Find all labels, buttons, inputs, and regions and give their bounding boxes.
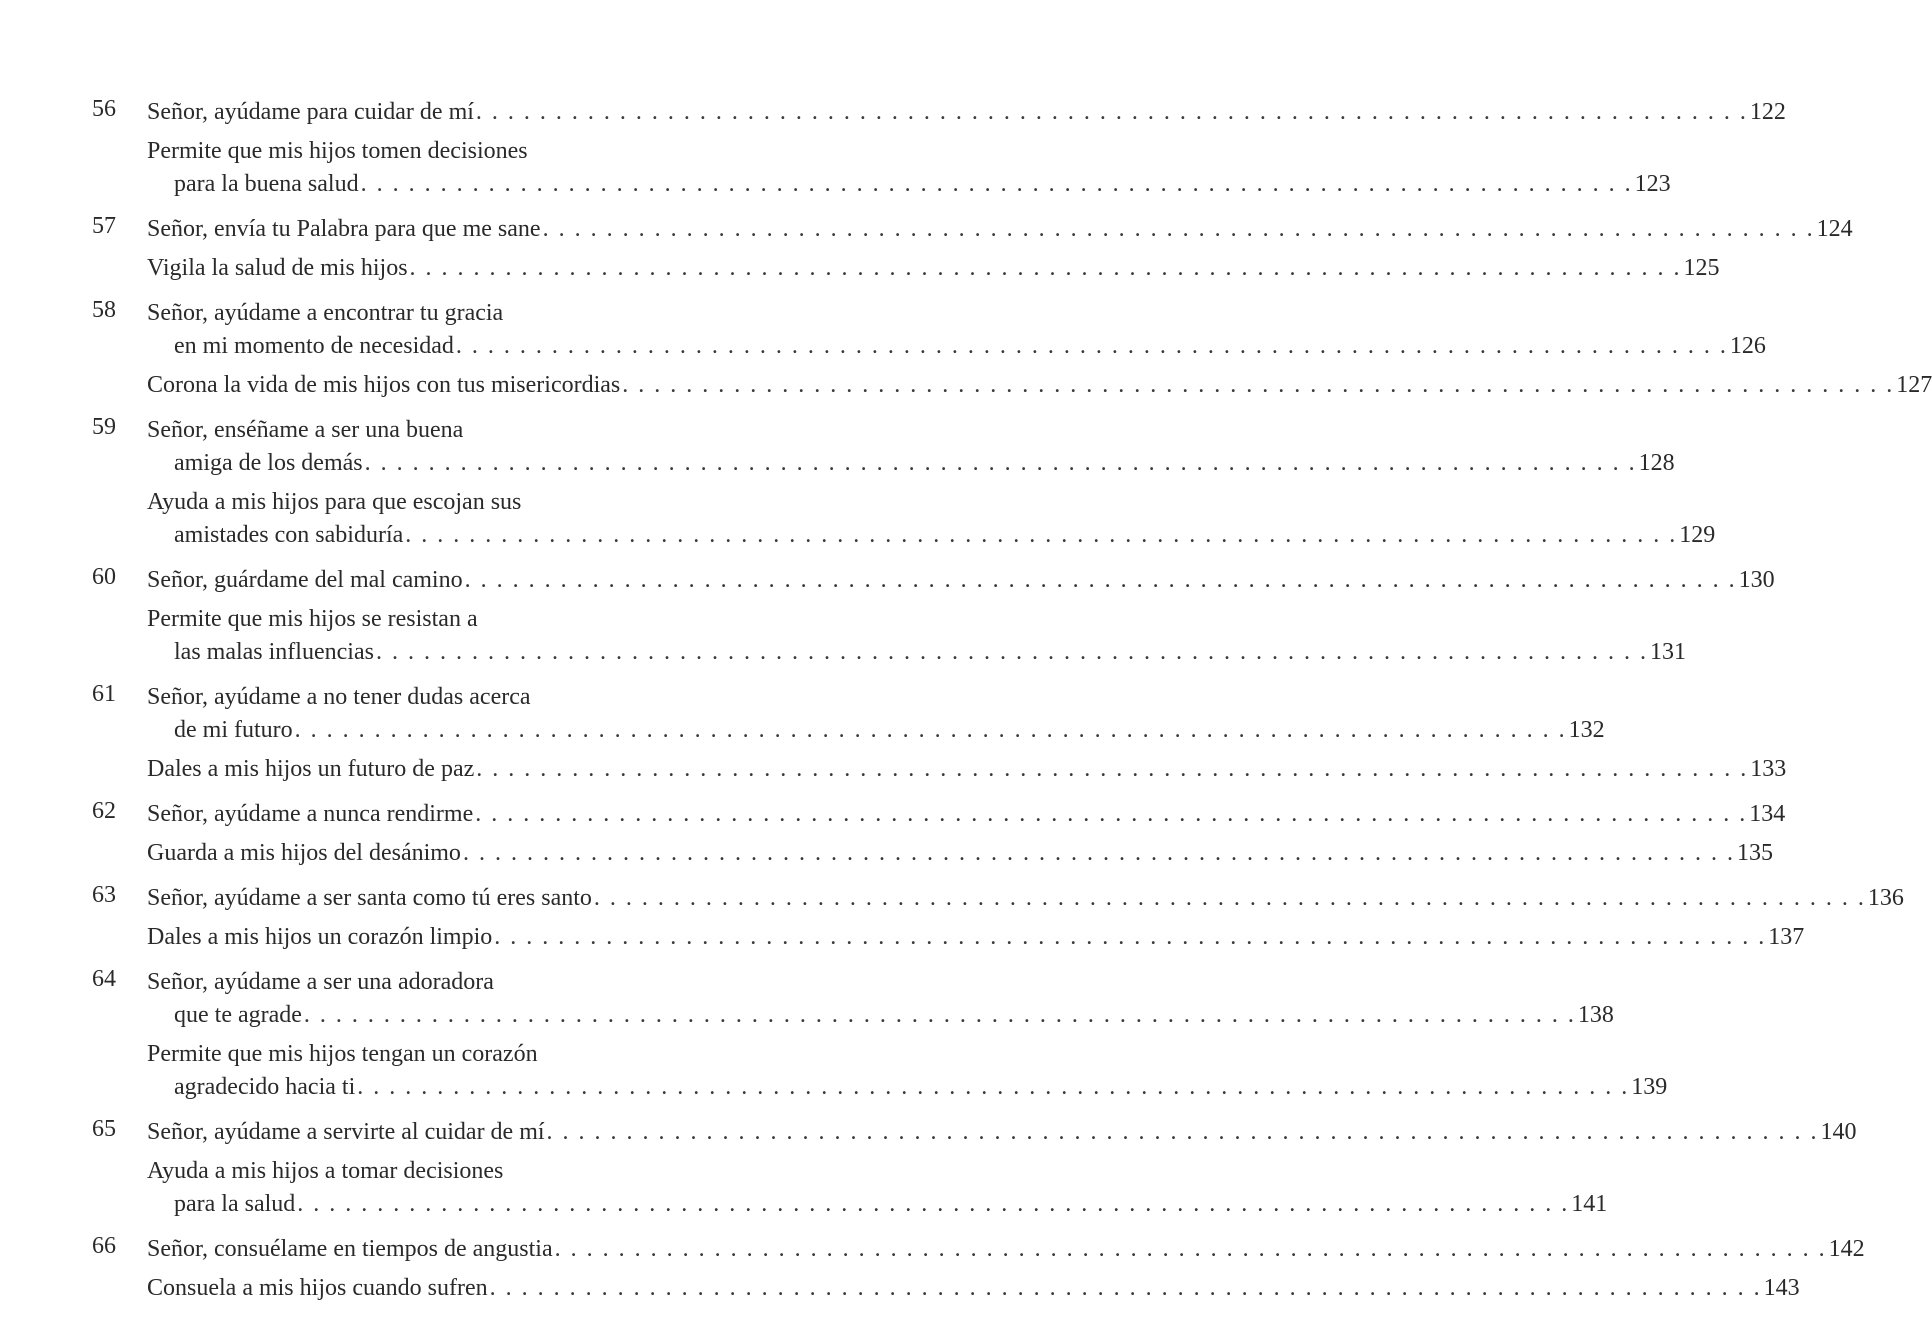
page-number: 141 (1571, 1191, 1608, 1217)
dot-leader: . . . . . . . . . . . . . . . . . . . . . . . . . . . . . . . . . . . . . . . . . . . . . . . . . . . . . . . . . . . . . . . . . . . . . . . . . . . . . . . . (476, 756, 1749, 782)
dot-leader: . . . . . . . . . . . . . . . . . . . . . . . . . . . . . . . . . . . . . . . . . . . . . . . . . . . . . . . . . . . . . . . . . . . . . . . . . . . . . . . . (297, 1191, 1570, 1217)
dot-leader: . . . . . . . . . . . . . . . . . . . . . . . . . . . . . . . . . . . . . . . . . . . . . . . . . . . . . . . . . . . . . . . . . . . . . . . . . . . . . . . . (455, 333, 1728, 359)
chapter-number: 58 (92, 297, 116, 323)
entry-line (147, 135, 686, 168)
entry-title-text: agradecido hacia ti (174, 1074, 356, 1100)
entry-text (147, 798, 1786, 831)
toc-chapter-entry (92, 564, 1775, 597)
entry-title-text: amistades con sabiduría (174, 522, 404, 548)
toc-child-entry (92, 1155, 1608, 1221)
toc-child-entry (92, 1272, 1800, 1305)
entry-title-text: Ayuda a mis hijos a tomar decisiones (147, 1158, 504, 1184)
dot-leader: . . . . . . . . . . . . . . . . . . . . . . . . . . . . . . . . . . . . . . . . . . . . . . . . . . . . . . . . . . . . . . . . . . . . . . . . . . . . . . . . (303, 1002, 1576, 1028)
entry-line (147, 999, 1614, 1032)
entry-title-text: Vigila la salud de mis hijos (147, 255, 408, 281)
dot-leader: . . . . . . . . . . . . . . . . . . . . . . . . . . . . . . . . . . . . . . . . . . . . . . . . . . . . . . . . . . . . . . . . . . . . . . . . . . . . . . . . (622, 372, 1895, 398)
entry-title-text: Señor, enséñame a ser una buena (147, 417, 464, 443)
toc-chapter-entry (92, 414, 1675, 480)
entry-line (147, 603, 686, 636)
dot-leader: . . . . . . . . . . . . . . . . . . . . . . . . . . . . . . . . . . . . . . . . . . . . . . . . . . . . . . . . . . . . . . . . . . . . . . . . . . . . . . . . (360, 171, 1633, 197)
entry-line (147, 837, 1773, 870)
chapter-number: 59 (92, 414, 116, 440)
entry-text (147, 921, 1805, 954)
dot-leader: . . . . . . . . . . . . . . . . . . . . . . . . . . . . . . . . . . . . . . . . . . . . . . . . . . . . . . . . . . . . . . . . . . . . . . . . . . . . . . . . (294, 717, 1567, 743)
entry-line (147, 486, 686, 519)
entry-line (147, 966, 686, 999)
table-of-contents (92, 96, 1932, 1317)
entry-text (147, 681, 1605, 747)
dot-leader: . . . . . . . . . . . . . . . . . . . . . . . . . . . . . . . . . . . . . . . . . . . . . . . . . . . . . . . . . . . . . . . . . . . . . . . . . . . . . . . . (554, 1236, 1827, 1262)
chapter-number: 62 (92, 798, 116, 824)
entry-title-text: Señor, envía tu Palabra para que me sane (147, 216, 541, 242)
page-number: 127 (1896, 372, 1932, 398)
entry-title-text: Permite que mis hijos tomen decisiones (147, 138, 528, 164)
toc-chapter-entry (92, 882, 1904, 915)
entry-title-text: que te agrade (174, 1002, 302, 1028)
dot-leader: . . . . . . . . . . . . . . . . . . . . . . . . . . . . . . . . . . . . . . . . . . . . . . . . . . . . . . . . . . . . . . . . . . . . . . . . . . . . . . . . (475, 99, 1748, 125)
chapter-number: 61 (92, 681, 116, 707)
entry-title-text: Señor, consuélame en tiempos de angustia (147, 1236, 553, 1262)
entry-title-text: Corona la vida de mis hijos con tus misericordias (147, 372, 621, 398)
toc-child-entry (92, 753, 1787, 786)
entry-text (147, 837, 1773, 870)
toc-chapter-entry (92, 213, 1853, 246)
entry-text (147, 966, 1614, 1032)
entry-text (147, 213, 1853, 246)
dot-leader: . . . . . . . . . . . . . . . . . . . . . . . . . . . . . . . . . . . . . . . . . . . . . . . . . . . . . . . . . . . . . . . . . . . . . . . . . . . . . . . . (593, 885, 1866, 911)
chapter-number: 57 (92, 213, 116, 239)
page-number: 139 (1631, 1074, 1668, 1100)
toc-chapter-entry (92, 681, 1605, 747)
page-number: 138 (1577, 1002, 1614, 1028)
page-number: 123 (1634, 171, 1671, 197)
dot-leader: . . . . . . . . . . . . . . . . . . . . . . . . . . . . . . . . . . . . . . . . . . . . . . . . . . . . . . . . . . . . . . . . . . . . . . . . . . . . . . . . (462, 840, 1735, 866)
entry-text (147, 135, 1671, 201)
dot-leader: . . . . . . . . . . . . . . . . . . . . . . . . . . . . . . . . . . . . . . . . . . . . . . . . . . . . . . . . . . . . . . . . . . . . . . . . . . . . . . . . (475, 801, 1748, 827)
entry-line (147, 921, 1805, 954)
toc-chapter-entry (92, 297, 1766, 363)
entry-line (147, 564, 1775, 597)
page-number: 122 (1749, 99, 1786, 125)
entry-line (147, 519, 1716, 552)
entry-title-text: Dales a mis hijos un futuro de paz (147, 756, 475, 782)
toc-chapter-entry (92, 966, 1614, 1032)
entry-line (147, 1116, 1857, 1149)
entry-text (147, 297, 1766, 363)
chapter-number: 63 (92, 882, 116, 908)
entry-title-text: de mi futuro (174, 717, 293, 743)
entry-line (147, 297, 686, 330)
page-number: 126 (1729, 333, 1766, 359)
page-number: 124 (1816, 216, 1853, 242)
toc-child-entry (92, 135, 1671, 201)
entry-line (147, 798, 1786, 831)
entry-title-text: las malas influencias (174, 639, 374, 665)
page-number: 143 (1763, 1275, 1800, 1301)
entry-title-text: Señor, ayúdame para cuidar de mí (147, 99, 474, 125)
page-number: 137 (1768, 924, 1805, 950)
chapter-number: 66 (92, 1233, 116, 1259)
page-number: 134 (1749, 801, 1786, 827)
page-number: 133 (1750, 756, 1787, 782)
entry-title-text: Señor, ayúdame a nunca rendirme (147, 801, 474, 827)
entry-line (147, 882, 1904, 915)
toc-child-entry (92, 252, 1720, 285)
entry-line (147, 1038, 686, 1071)
entry-text (147, 486, 1716, 552)
entry-line (147, 681, 686, 714)
entry-line (147, 714, 1605, 747)
page-number: 128 (1638, 450, 1675, 476)
entry-text (147, 252, 1720, 285)
toc-child-entry (92, 369, 1932, 402)
dot-leader: . . . . . . . . . . . . . . . . . . . . . . . . . . . . . . . . . . . . . . . . . . . . . . . . . . . . . . . . . . . . . . . . . . . . . . . . . . . . . . . . (375, 639, 1648, 665)
toc-child-entry (92, 603, 1686, 669)
toc-chapter-entry (92, 1116, 1857, 1149)
entry-text (147, 96, 1786, 129)
entry-line (147, 330, 1766, 363)
entry-title-text: Consuela a mis hijos cuando sufren (147, 1275, 488, 1301)
entry-title-text: Permite que mis hijos tengan un corazón (147, 1041, 538, 1067)
entry-title-text: Señor, ayúdame a ser santa como tú eres santo (147, 885, 592, 911)
entry-text (147, 1155, 1608, 1221)
page-number: 136 (1867, 885, 1904, 911)
entry-line (147, 252, 1720, 285)
entry-title-text: en mi momento de necesidad (174, 333, 454, 359)
entry-text (147, 1233, 1865, 1266)
entry-text (147, 1272, 1800, 1305)
entry-text (147, 882, 1904, 915)
entry-text (147, 1116, 1857, 1149)
page-number: 140 (1820, 1119, 1857, 1145)
toc-chapter-entry (92, 798, 1786, 831)
entry-title-text: para la buena salud (174, 171, 359, 197)
entry-line (147, 1272, 1800, 1305)
chapter-number: 65 (92, 1116, 116, 1142)
entry-line (147, 168, 1671, 201)
dot-leader: . . . . . . . . . . . . . . . . . . . . . . . . . . . . . . . . . . . . . . . . . . . . . . . . . . . . . . . . . . . . . . . . . . . . . . . . . . . . . . . . (409, 255, 1682, 281)
toc-child-entry (92, 837, 1773, 870)
entry-title-text: Ayuda a mis hijos para que escojan sus (147, 489, 522, 515)
chapter-number: 56 (92, 96, 116, 122)
entry-line (147, 414, 686, 447)
page-number: 132 (1568, 717, 1605, 743)
page-number: 142 (1828, 1236, 1865, 1262)
entry-title-text: Guarda a mis hijos del desánimo (147, 840, 461, 866)
toc-chapter-entry (92, 96, 1786, 129)
entry-line (147, 636, 1686, 669)
entry-title-text: para la salud (174, 1191, 296, 1217)
dot-leader: . . . . . . . . . . . . . . . . . . . . . . . . . . . . . . . . . . . . . . . . . . . . . . . . . . . . . . . . . . . . . . . . . . . . . . . . . . . . . . . . (489, 1275, 1762, 1301)
entry-line (147, 369, 1932, 402)
entry-line (147, 1155, 686, 1188)
entry-line (147, 1233, 1865, 1266)
chapter-number: 60 (92, 564, 116, 590)
entry-text (147, 564, 1775, 597)
entry-line (147, 213, 1853, 246)
toc-child-entry (92, 486, 1716, 552)
dot-leader: . . . . . . . . . . . . . . . . . . . . . . . . . . . . . . . . . . . . . . . . . . . . . . . . . . . . . . . . . . . . . . . . . . . . . . . . . . . . . . . . (364, 450, 1637, 476)
entry-text (147, 603, 1686, 669)
page-number: 129 (1679, 522, 1716, 548)
entry-title-text: Permite que mis hijos se resistan a (147, 606, 478, 632)
dot-leader: . . . . . . . . . . . . . . . . . . . . . . . . . . . . . . . . . . . . . . . . . . . . . . . . . . . . . . . . . . . . . . . . . . . . . . . . . . . . . . . . (464, 567, 1737, 593)
toc-chapter-entry (92, 1233, 1865, 1266)
entry-line (147, 753, 1787, 786)
toc-child-entry (92, 1038, 1668, 1104)
page-number: 125 (1683, 255, 1720, 281)
entry-title-text: Señor, ayúdame a encontrar tu gracia (147, 300, 504, 326)
entry-title-text: Señor, ayúdame a servirte al cuidar de mí (147, 1119, 545, 1145)
page-number: 135 (1736, 840, 1773, 866)
entry-title-text: Señor, guárdame del mal camino (147, 567, 463, 593)
entry-line (147, 1188, 1608, 1221)
entry-title-text: Dales a mis hijos un corazón limpio (147, 924, 493, 950)
entry-text (147, 369, 1932, 402)
dot-leader: . . . . . . . . . . . . . . . . . . . . . . . . . . . . . . . . . . . . . . . . . . . . . . . . . . . . . . . . . . . . . . . . . . . . . . . . . . . . . . . . (546, 1119, 1819, 1145)
entry-line (147, 447, 1675, 480)
entry-title-text: amiga de los demás (174, 450, 363, 476)
entry-title-text: Señor, ayúdame a ser una adoradora (147, 969, 494, 995)
page-number: 131 (1649, 639, 1686, 665)
chapter-number: 64 (92, 966, 116, 992)
toc-child-entry (92, 921, 1805, 954)
dot-leader: . . . . . . . . . . . . . . . . . . . . . . . . . . . . . . . . . . . . . . . . . . . . . . . . . . . . . . . . . . . . . . . . . . . . . . . . . . . . . . . . (494, 924, 1767, 950)
entry-line (147, 1071, 1668, 1104)
entry-line (147, 96, 1786, 129)
entry-title-text: Señor, ayúdame a no tener dudas acerca (147, 684, 531, 710)
dot-leader: . . . . . . . . . . . . . . . . . . . . . . . . . . . . . . . . . . . . . . . . . . . . . . . . . . . . . . . . . . . . . . . . . . . . . . . . . . . . . . . . (542, 216, 1815, 242)
entry-text (147, 1038, 1668, 1104)
dot-leader: . . . . . . . . . . . . . . . . . . . . . . . . . . . . . . . . . . . . . . . . . . . . . . . . . . . . . . . . . . . . . . . . . . . . . . . . . . . . . . . . (357, 1074, 1630, 1100)
entry-text (147, 414, 1675, 480)
dot-leader: . . . . . . . . . . . . . . . . . . . . . . . . . . . . . . . . . . . . . . . . . . . . . . . . . . . . . . . . . . . . . . . . . . . . . . . . . . . . . . . . (405, 522, 1678, 548)
page-number: 130 (1738, 567, 1775, 593)
entry-text (147, 753, 1787, 786)
